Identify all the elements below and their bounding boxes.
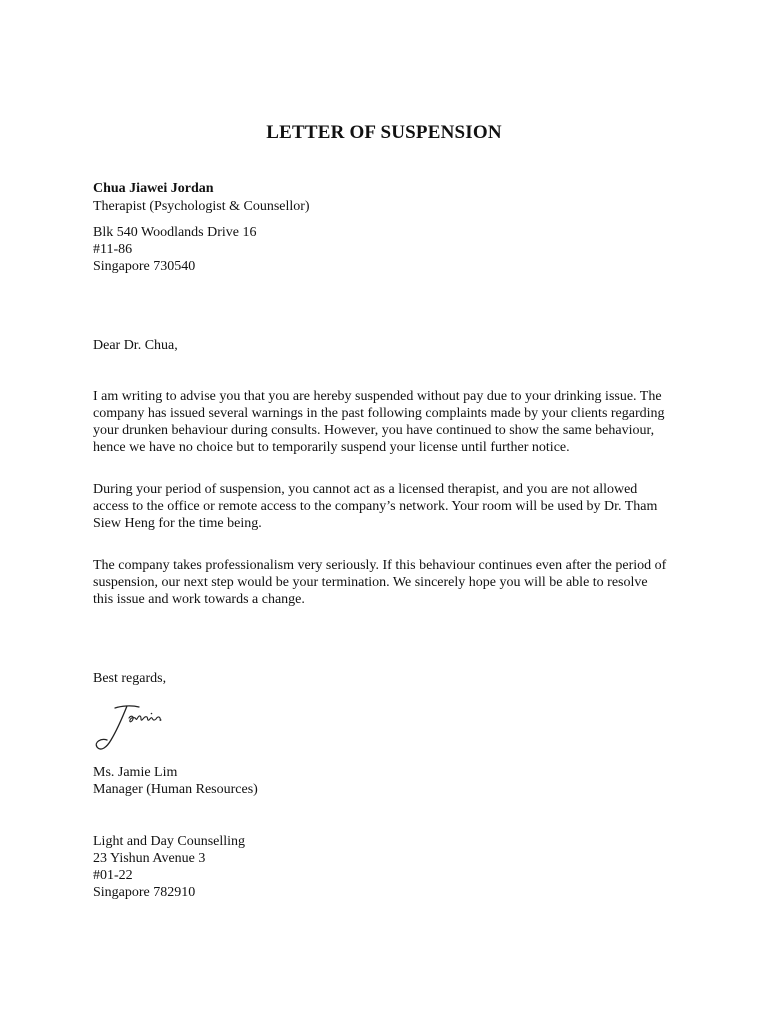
company-address-line: #01-22 (93, 868, 133, 883)
recipient-role: Therapist (Psychologist & Counsellor) (93, 199, 310, 214)
handwritten-signature (93, 700, 175, 754)
paragraph-line: this issue and work towards a change. (93, 592, 305, 607)
sender-role: Manager (Human Resources) (93, 782, 258, 797)
recipient-address-line: Singapore 730540 (93, 259, 196, 274)
body-paragraph (93, 388, 693, 456)
paragraph-line: hence we have no choice but to temporarily suspend your license until further notice. (93, 440, 570, 455)
recipient-address-line: #11-86 (93, 242, 133, 257)
paragraph-line: The company takes professionalism very seriously. If this behaviour continues even after the period of (93, 558, 667, 573)
closing: Best regards, (93, 671, 167, 686)
paragraph-line: I am writing to advise you that you are hereby suspended without pay due to your drinking issue. The (93, 389, 662, 404)
paragraph-line: access to the office or remote access to the company’s network. Your room will be used by Dr. Tham (93, 499, 658, 514)
sender-name: Ms. Jamie Lim (93, 765, 178, 780)
paragraph-line: your drunken behaviour during consults. However, you have continued to show the same behaviour, (93, 423, 655, 438)
paragraph-line: Siew Heng for the time being. (93, 516, 262, 531)
company-name: Light and Day Counselling (93, 834, 246, 849)
recipient-name: Chua Jiawei Jordan (93, 181, 214, 196)
body-paragraph (93, 481, 693, 532)
company-address-line: 23 Yishun Avenue 3 (93, 851, 206, 866)
recipient-address-line: Blk 540 Woodlands Drive 16 (93, 225, 257, 240)
paragraph-line: During your period of suspension, you cannot act as a licensed therapist, and you are not allowed (93, 482, 638, 497)
company-address-line: Singapore 782910 (93, 885, 196, 900)
body-paragraph (93, 557, 693, 608)
paragraph-line: company has issued several warnings in the past following complaints made by your clients regarding (93, 406, 665, 421)
paragraph-line: suspension, our next step would be your termination. We sincerely hope you will be able to resolve (93, 575, 648, 590)
letter-title: LETTER OF SUSPENSION (266, 122, 502, 143)
salutation: Dear Dr. Chua, (93, 338, 178, 353)
